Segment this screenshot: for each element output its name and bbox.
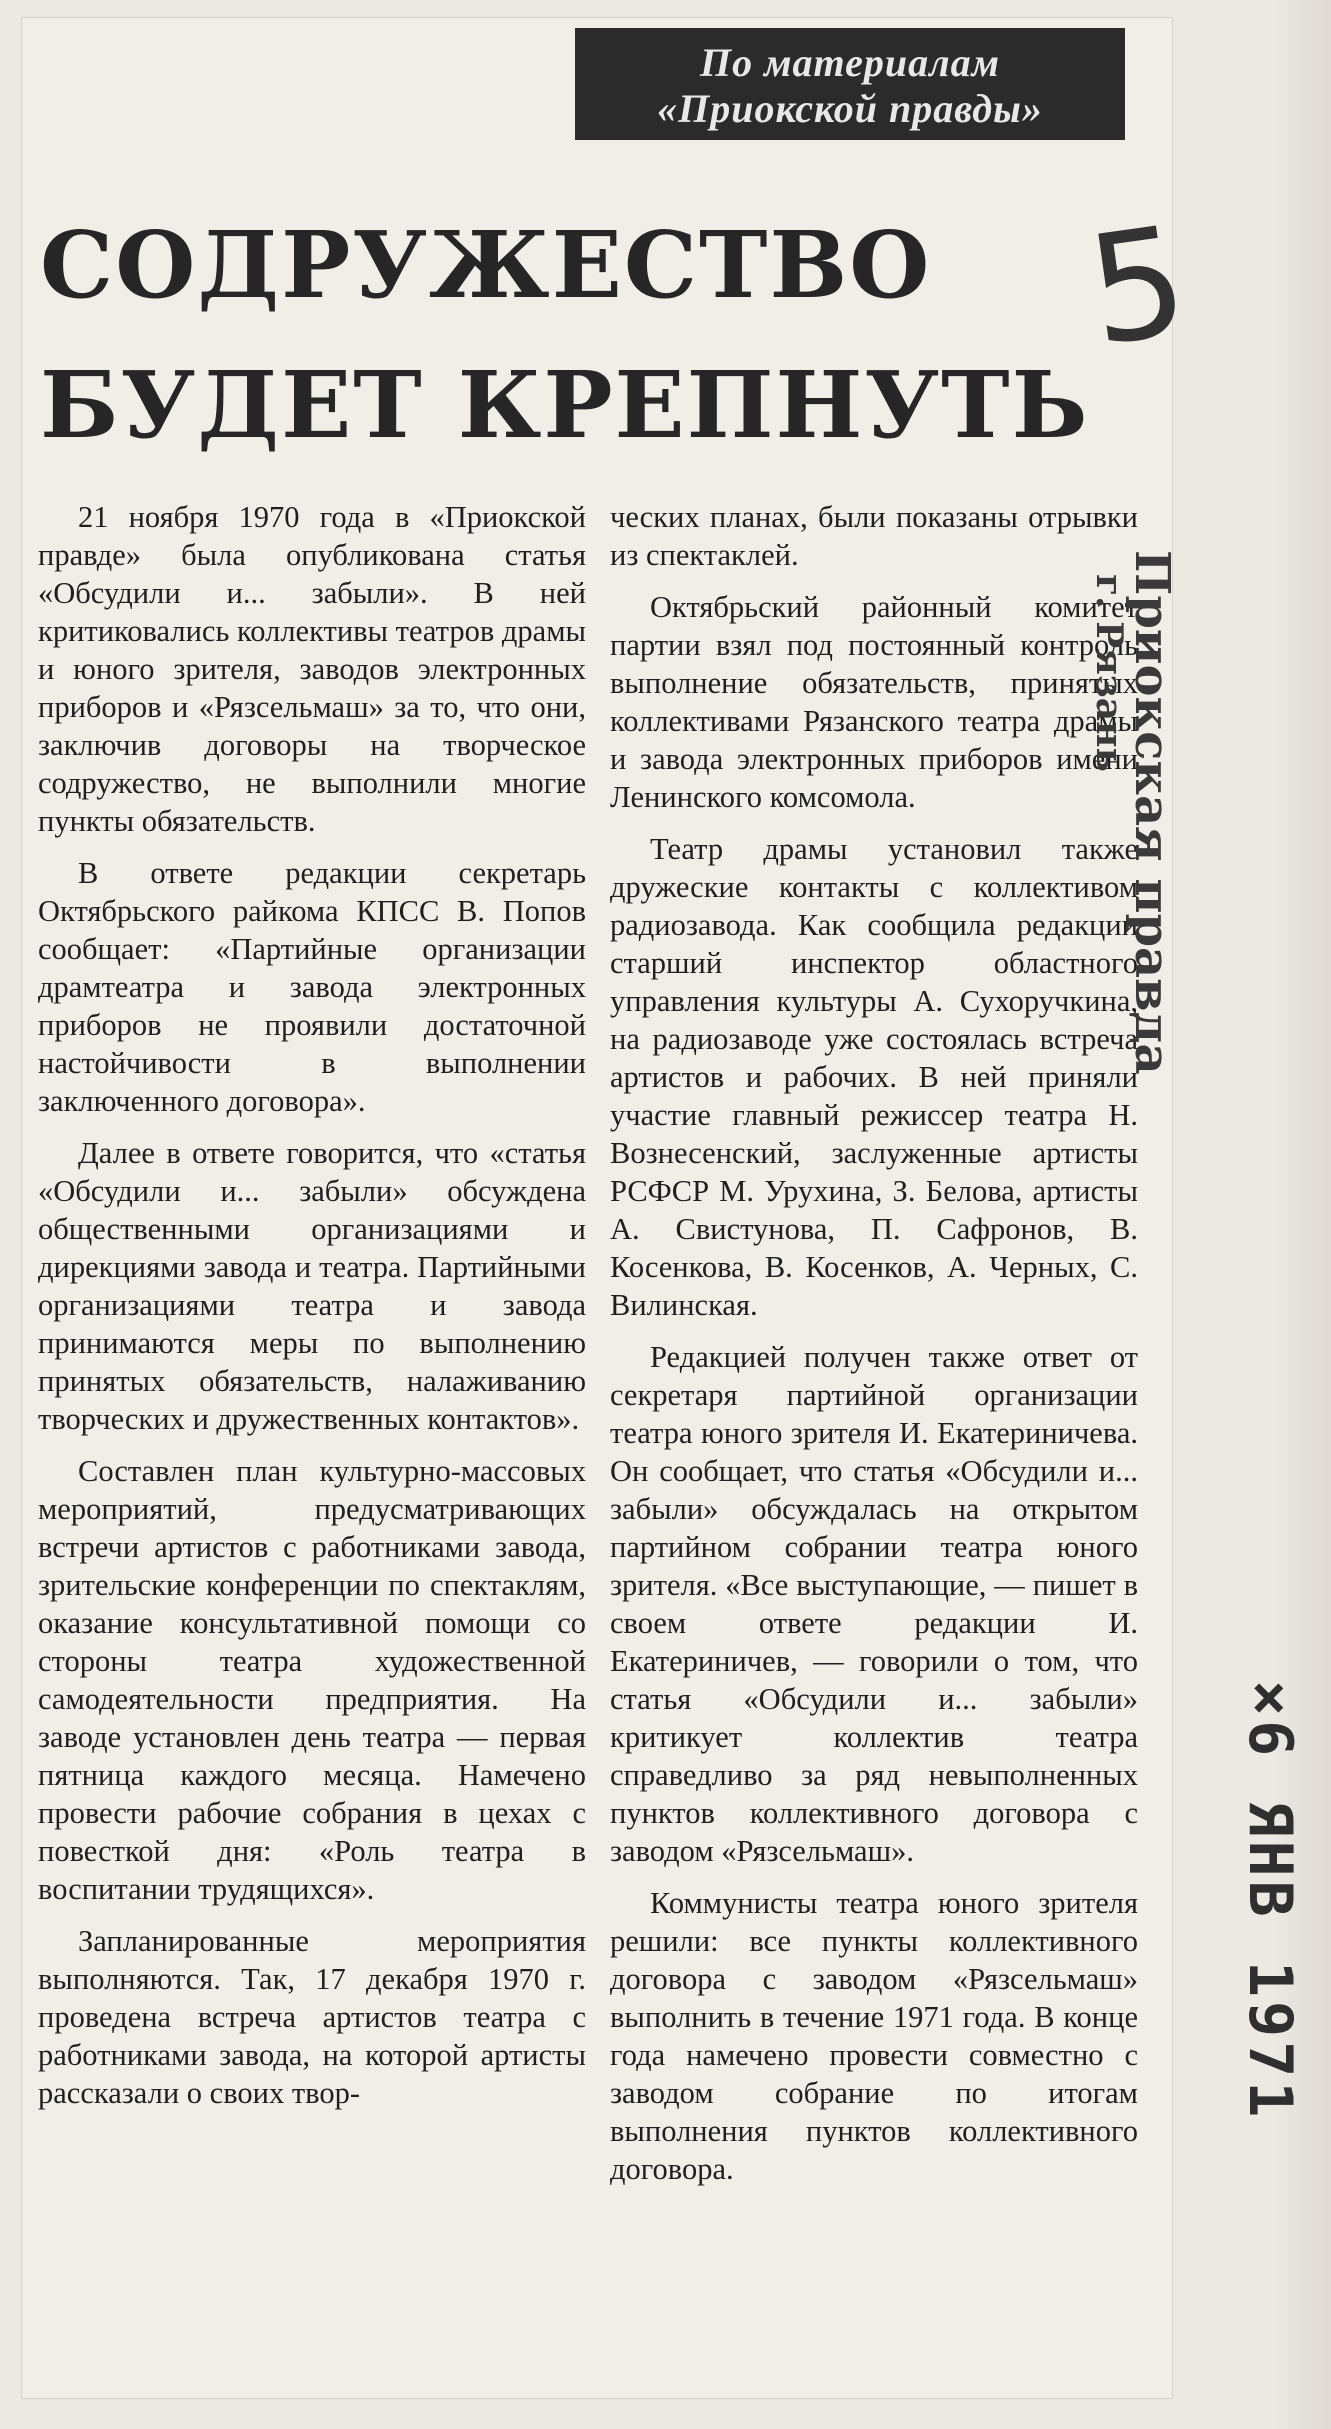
article-column-1 bbox=[38, 498, 586, 2126]
paragraph: Коммунисты театра юного зрителя решили: все пункты коллективного договора с заводом «Рязсельмаш» выполнить в течение 1971 года. В конце года намечено провести совместно с заводом собрание по итогам выполнения пунктов коллективного договора. bbox=[610, 1886, 1138, 2186]
article-column-2 bbox=[610, 498, 1138, 2202]
source-label-line1: По материалам bbox=[699, 40, 1001, 85]
paragraph: Театр драмы установил также дружеские контакты с коллективом радиозавода. Как сообщила редакции старший инспектор областного управления культуры А. Сухоручкина, на радиозаводе уже состоялась встреча артистов и рабочих. В ней приняли участие главный режиссер театра Н. Вознесенский, заслуженные артисты РСФСР М. Урухина, З. Белова, артисты А. Свистунова, П. Сафронов, В. Косенкова, В. Косенков, А. Черных, С. Вилинская. bbox=[610, 832, 1138, 1322]
article-headline bbox=[40, 195, 1090, 475]
paragraph: Запланированные мероприятия выполняются. Так, 17 декабря 1970 г. проведена встреча артистов театра с работниками завода, на которой артисты рассказали о своих твор- bbox=[38, 1924, 586, 2110]
paragraph-continuation: ческих планах, были показаны отрывки из спектаклей. bbox=[610, 500, 1138, 572]
paragraph: Составлен план культурно-массовых мероприятий, предусматривающих встречи артистов с работниками завода, зрительские конференции по спектаклям, оказание консультативной помощи со стороны театра художественной самодеятельности предприятия. На заводе установлен день театра — первая пятница каждого месяца. Намечено провести рабочие собрания в цехах с повесткой дня: «Роль театра в воспитании трудящихся». bbox=[38, 1454, 586, 1906]
paragraph: В ответе редакции секретарь Октябрьского райкома КПСС В. Попов сообщает: «Партийные организации драмтеатра и завода электронных приборов не проявили достаточной настойчивости в выполнении заключенного договора». bbox=[38, 856, 586, 1118]
stamp-city: г. Рязань bbox=[1088, 574, 1130, 772]
source-label-box bbox=[575, 28, 1125, 140]
headline-line2: БУДЕТ КРЕПНУТЬ bbox=[40, 351, 1090, 459]
headline-line1: СОДРУЖЕСТВО bbox=[40, 211, 932, 319]
paragraph: Редакцией получен также ответ от секретаря партийной организации театра юного зрителя И. Екатериничева. Он сообщает, что статья «Обсудили и... забыли» обсуждалась на открытом партийном собрании театра юного зрителя. «Все выступающие, — пишет в своем ответе редакции И. Екатериничев, — говорили о том, что статья «Обсудили и... забыли» критикует коллектив театра справедливо за ряд невыполненных пунктов коллективного договора с заводом «Рязсельмаш». bbox=[610, 1340, 1138, 1868]
source-label-line2: «Приокской правды» bbox=[657, 86, 1043, 131]
paragraph: 21 ноября 1970 года в «Приокской правде» была опубликована статья «Обсудили и... забыли». В ней критиковались коллективы театров драмы и юного зрителя, заводов электронных приборов и «Рязсельмаш» за то, что они, заключив договоры на творческое содружество, не выполнили многие пункты обязательств. bbox=[38, 500, 586, 838]
paragraph: Октябрьский районный комитет партии взял под постоянный контроль выполнение обязательств, принятых коллективами Рязанского театра драмы и завода электронных приборов имени Ленинского комсомола. bbox=[610, 590, 1138, 814]
handwritten-mark: 5 bbox=[1078, 194, 1198, 380]
newspaper-source-stamp bbox=[1088, 550, 1180, 1075]
stamp-paper-name: Приокская правда bbox=[1124, 550, 1180, 1075]
date-stamp: ×6 ЯНВ 1971 bbox=[1235, 1680, 1305, 2122]
paragraph: Далее в ответе говорится, что «статья «Обсудили и... забыли» обсуждена общественными организациями и дирекциями завода и театра. Партийными организациями театра и завода принимаются меры по выполнению принятых обязательств, налаживанию творческих и дружественных контактов». bbox=[38, 1136, 586, 1436]
